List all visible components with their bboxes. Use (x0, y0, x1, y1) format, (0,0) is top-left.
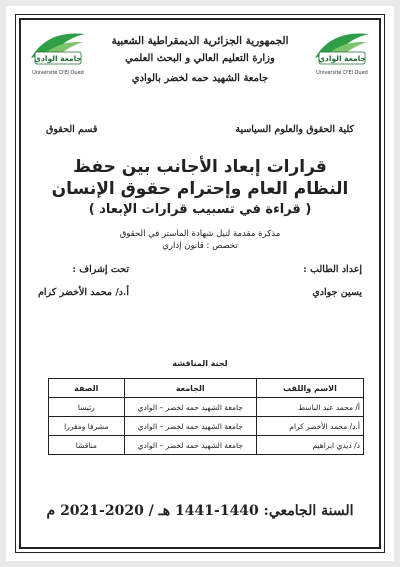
jury-title: لجنة المناقشة (172, 359, 228, 368)
student-block (303, 264, 362, 298)
roles-block (38, 264, 362, 314)
col-header-name: الاسم واللقب (256, 379, 363, 398)
header-republic: الجمهورية الجزائرية الديمقراطية الشعبية (111, 35, 289, 47)
col-header-role: الصفة (49, 379, 125, 398)
student-name: يسين جوادي (312, 287, 362, 298)
col-header-university: الجامعة (124, 379, 256, 398)
jury-member-role: مناقشا (49, 436, 125, 455)
department-name: قسم الحقوق (46, 124, 98, 135)
thesis-title (31, 156, 369, 220)
degree-line: مذكرة مقدمة لنيل شهادة الماستر في الحقوق (119, 229, 281, 239)
student-label: إعداد الطالب : (303, 264, 362, 275)
jury-header-row (49, 379, 364, 398)
academic-year: السنة الجامعي: 1440-1441 هـ / 2020-2021 م (46, 503, 354, 519)
jury-member-university: جامعة الشهيد حمه لخضر – الوادي (124, 398, 256, 417)
title-line-1: قرارات إبعاد الأجانب بين حفظ (73, 157, 327, 177)
faculty-row (46, 124, 354, 140)
thesis-cover-page (6, 6, 394, 561)
title-line-2: النظام العام وإحترام حقوق الإنسان (51, 179, 349, 199)
jury-member-name: أ/ محمد عبد الباسط (256, 398, 363, 417)
institution-header (86, 32, 314, 88)
jury-member-name: د/ ديدي ابراهيم (256, 436, 363, 455)
logo-text: جامعة الوادي (318, 54, 366, 63)
header-university: جامعة الشهيد حمه لخضر بالوادي (131, 73, 269, 84)
jury-member-university: جامعة الشهيد حمه لخضر – الوادي (124, 417, 256, 436)
title-line-3: ( قراءة في تسبيب قرارات الإبعاد ) (88, 202, 312, 217)
university-logo-right (311, 28, 373, 74)
jury-member-role: مشرفا ومقررا (49, 417, 125, 436)
jury-member-role: رئيسا (49, 398, 125, 417)
header-ministry: وزارة التعليم العالي و البحث العلمي (125, 53, 275, 64)
supervisor-block (38, 264, 129, 298)
thesis-subtitle (66, 228, 334, 252)
jury-member-university: جامعة الشهيد حمه لخضر – الوادي (124, 436, 256, 455)
logo-text: جامعة الوادي (34, 54, 82, 63)
university-logo-icon (311, 28, 373, 72)
table-row (49, 436, 364, 455)
supervisor-name: أ.د/ محمد الأخضر كرام (38, 287, 129, 298)
supervisor-label: تحت إشراف : (72, 264, 129, 275)
faculty-name: كلية الحقوق والعلوم السياسية (235, 124, 354, 135)
table-row (49, 398, 364, 417)
university-logo-left (27, 28, 89, 74)
jury-member-name: أ.د/ محمد الأخضر كرام (256, 417, 363, 436)
logo-caption: Université D'El Oued (32, 70, 84, 76)
university-logo-icon (27, 28, 89, 72)
logo-caption: Université D'El Oued (316, 70, 368, 76)
jury-table (48, 378, 364, 455)
specialty-line: تخصص : قانون إداري (162, 241, 238, 251)
table-row (49, 417, 364, 436)
